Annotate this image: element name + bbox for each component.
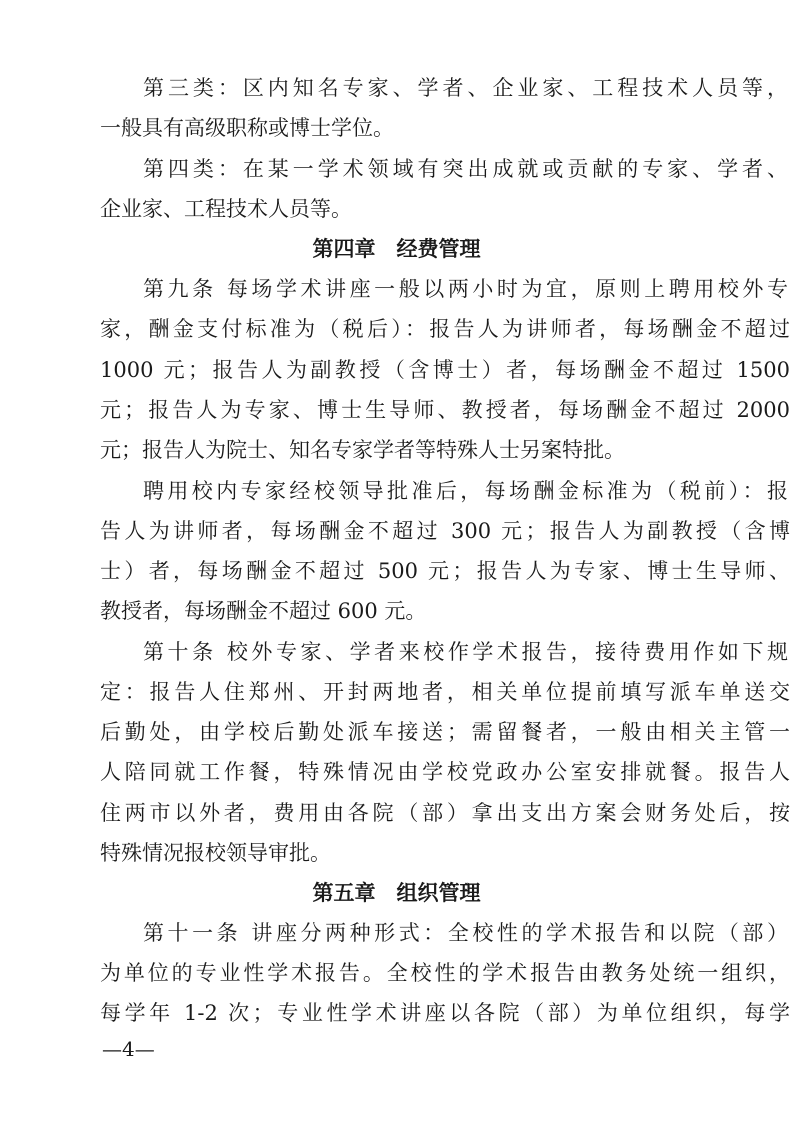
chapter-heading: 第五章 组织管理 [312,881,481,905]
paragraph-line: 家，酬金支付标准为（税后）：报告人为讲师者，每场酬金不超过 [100,317,790,341]
paragraph-line: 住两市以外者，费用由各院（部）拿出支出方案会财务处后，按 [100,801,790,825]
paragraph-line: 定：报告人住郑州、开封两地者，相关单位提前填写派车单送交 [100,680,790,704]
paragraph-line: 企业家、工程技术人员等。 [100,197,352,221]
paragraph-line: 为单位的专业性学术报告。全校性的学术报告由教务处统一组织， [100,961,790,985]
paragraph-line: 元；报告人为专家、博士生导师、教授者，每场酬金不超过 2000 [100,398,790,422]
paragraph-line: 第十条 校外专家、学者来校作学术报告，接待费用作如下规 [143,640,788,664]
paragraph-line: 特殊情况报校领导审批。 [100,841,331,865]
paragraph-line: 一般具有高级职称或博士学位。 [100,116,394,140]
paragraph-line: 元；报告人为院士、知名专家学者等特殊人士另案特批。 [100,438,625,462]
paragraph-line: 士）者，每场酬金不超过 500 元；报告人为专家、博士生导师、 [100,559,790,583]
paragraph-line: 第四类：在某一学术领域有突出成就或贡献的专家、学者、 [143,157,788,181]
paragraph-line: 人陪同就工作餐，特殊情况由学校党政办公室安排就餐。报告人 [100,760,790,784]
paragraph-line: 后勤处，由学校后勤处派车接送；需留餐者，一般由相关主管一 [100,720,790,744]
paragraph-line: 第三类：区内知名专家、学者、企业家、工程技术人员等， [143,76,788,100]
paragraph-line: 第九条 每场学术讲座一般以两小时为宜，原则上聘用校外专 [143,277,788,301]
page-number: —4— [102,1037,155,1061]
paragraph-line: 告人为讲师者，每场酬金不超过 300 元；报告人为副教授（含博 [100,519,790,543]
paragraph-line: 第十一条 讲座分两种形式：全校性的学术报告和以院（部） [143,921,788,945]
paragraph-line: 教授者，每场酬金不超过 600 元。 [100,599,427,623]
paragraph-line: 每学年 1-2 次；专业性学术讲座以各院（部）为单位组织，每学 [100,1001,790,1025]
chapter-heading: 第四章 经费管理 [312,237,481,261]
paragraph-line: 1000 元；报告人为副教授（含博士）者，每场酬金不超过 1500 [100,358,790,382]
paragraph-line: 聘用校内专家经校领导批准后，每场酬金标准为（税前）：报 [143,479,788,503]
